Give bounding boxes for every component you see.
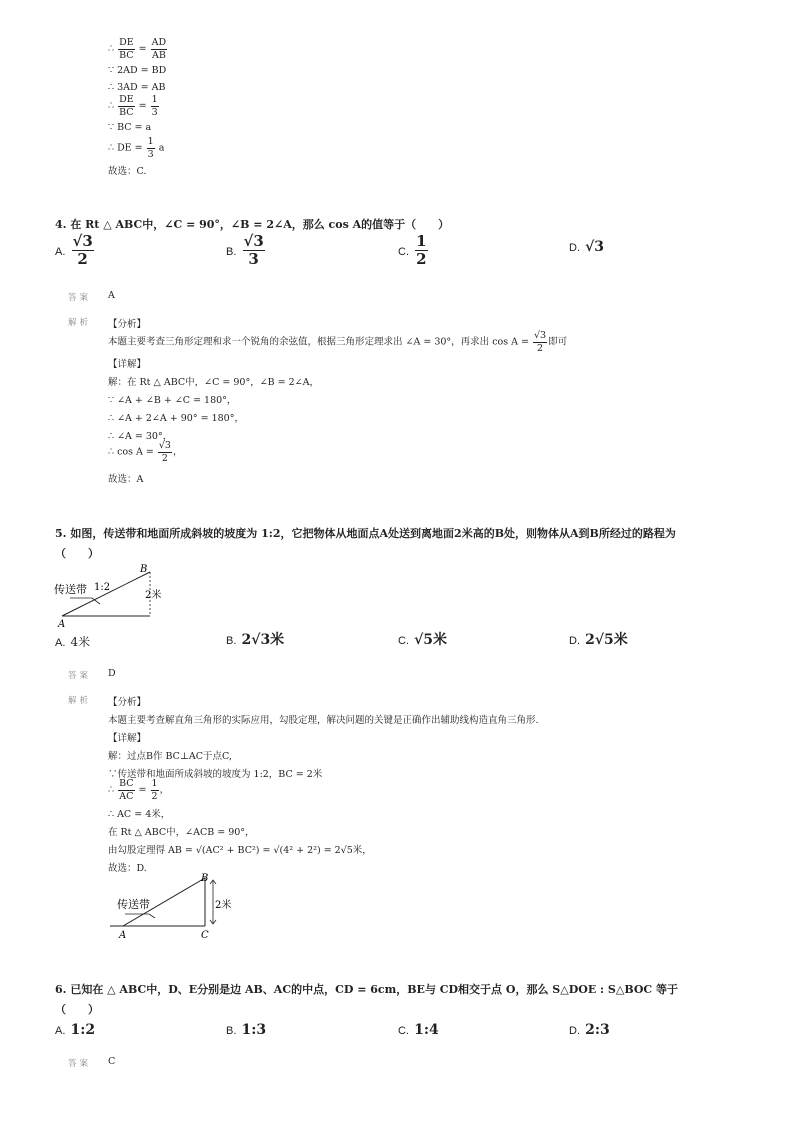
q5-option-b[interactable]: B. 2√3米 bbox=[226, 632, 285, 648]
q4-analysis-8: ∴ cos A = $\frac{√3}{2}$ ， bbox=[108, 440, 183, 464]
q4-analysis-label: 解析 bbox=[68, 317, 92, 327]
prev-line-3: ∴ 3AD = AB bbox=[108, 82, 166, 93]
q4-option-b[interactable]: B. $\frac{√3}{3}$ bbox=[226, 232, 264, 268]
fraction: $\frac{DE}{BC}$ bbox=[119, 94, 134, 118]
fraction: $\frac{1}{3}$ bbox=[147, 136, 154, 160]
q6-stem-line-1: 6. 已知在 △ ABC中，D、E分别是边 AB、AC的中点，CD = 6cm，BE与 CD相交于点 O，那么 S△DOE : S△BOC 等于 bbox=[55, 983, 679, 996]
prev-line-6: ∴ DE = $\frac{1}{3}$ a bbox=[108, 136, 165, 160]
fraction: $\frac{BC}{AC}$ bbox=[119, 778, 134, 802]
fig1-height-label: 2米 bbox=[145, 590, 162, 601]
fraction: $\frac{1}{2}$ bbox=[151, 778, 158, 802]
fraction: $\frac{DE}{BC}$ bbox=[119, 37, 134, 61]
q5-option-a[interactable]: A. 4米 bbox=[55, 635, 91, 649]
q5-stem-line-1: 5. 如图，传送带和地面所成斜坡的坡度为 1:2，它把物体从地面点A处送到离地面2米高的B处，则物体从A到B所经过的路程为 bbox=[55, 527, 676, 540]
prev-line-4: ∴ $\frac{DE}{BC}$ = $\frac{1}{3}$ bbox=[108, 94, 158, 118]
q5-answer-label: 答案 bbox=[68, 670, 92, 680]
q4-analysis-1: 【分析】 bbox=[108, 319, 147, 330]
fig1-point-a: A bbox=[58, 619, 66, 628]
prev-line-5: ∵ BC = a bbox=[108, 122, 152, 133]
q5-analysis-1: 【分析】 bbox=[108, 697, 147, 708]
fraction: $\frac{√3}{2}$ bbox=[534, 330, 547, 354]
q4-analysis-5: ∵ ∠A + ∠B + ∠C = 180°， bbox=[108, 395, 237, 406]
fraction: $\frac{√3}{2}$ bbox=[72, 232, 93, 268]
fig1-belt-label: 传送带 bbox=[54, 583, 87, 596]
q4-answer-label: 答案 bbox=[68, 292, 92, 302]
q4-analysis-2: 本题主要考查三角形定理和求一个锐角的余弦值，根据三角形定理求出 ∠A = 30°，再求出 cos A = $\frac{√3}{2}$ 即可 bbox=[108, 330, 568, 354]
q5-option-d[interactable]: D. 2√5米 bbox=[569, 632, 628, 648]
q5-option-c[interactable]: C. √5米 bbox=[398, 632, 448, 648]
q5-figure-conveyor bbox=[50, 560, 180, 628]
q6-stem-line-2: （ ） bbox=[55, 1003, 99, 1016]
q6-option-d[interactable]: D. 2:3 bbox=[569, 1022, 610, 1038]
q4-stem: 4. 在 Rt △ ABC中，∠C = 90°，∠B = 2∠A，那么 cos A的值等于（ ） bbox=[55, 218, 450, 231]
q6-option-b[interactable]: B. 1:3 bbox=[226, 1022, 267, 1038]
q4-analysis-4: 解：在 Rt △ ABC中，∠C = 90°，∠B = 2∠A， bbox=[108, 377, 319, 388]
q5-figure-solution bbox=[105, 870, 235, 942]
q5-analysis-6: ∴ $\frac{BC}{AC}$ = $\frac{1}{2}$ ， bbox=[108, 778, 170, 802]
q4-option-a[interactable]: A. $\frac{√3}{2}$ bbox=[55, 232, 93, 268]
q5-analysis-2: 本题主要考查解直角三角形的实际应用，勾股定理，解决问题的关键是正确作出辅助线构造直角三角形. bbox=[108, 715, 539, 726]
fraction: $\frac{1}{3}$ bbox=[151, 94, 158, 118]
q6-answer-label: 答案 bbox=[68, 1058, 92, 1068]
q4-analysis-6: ∴ ∠A + 2∠A + 90° = 180°， bbox=[108, 413, 244, 424]
q4-analysis-3: 【详解】 bbox=[108, 359, 147, 370]
prev-line-1: ∴ $\frac{DE}{BC}$ = $\frac{AD}{AB}$ bbox=[108, 37, 167, 61]
q4-option-c[interactable]: C. $\frac{1}{2}$ bbox=[398, 232, 427, 268]
fig2-belt-label: 传送带 bbox=[117, 898, 150, 911]
q5-analysis-7: ∴ AC = 4米， bbox=[108, 809, 171, 820]
q4-analysis-9: 故选：A bbox=[108, 474, 144, 485]
q4-answer: A bbox=[108, 290, 115, 301]
fig2-point-a: A bbox=[119, 930, 127, 941]
fraction: $\frac{√3}{2}$ bbox=[158, 440, 171, 464]
q6-option-c[interactable]: C. 1:4 bbox=[398, 1022, 439, 1038]
q5-analysis-3: 【详解】 bbox=[108, 733, 147, 744]
prev-line-2: ∵ 2AD = BD bbox=[108, 65, 167, 76]
q4-analysis-7: ∴ ∠A = 30°， bbox=[108, 431, 173, 442]
q5-answer: D bbox=[108, 668, 116, 679]
prev-choose: 故选：C. bbox=[108, 166, 147, 177]
q5-analysis-9: 由勾股定理得 AB = √(AC² + BC²) = √(4² + 2²) = 2√5米， bbox=[108, 845, 372, 856]
q6-answer: C bbox=[108, 1056, 116, 1067]
fig2-point-c: C bbox=[201, 930, 209, 941]
fig1-point-b: B bbox=[140, 564, 148, 575]
fraction: $\frac{AD}{AB}$ bbox=[151, 37, 167, 61]
q5-analysis-10: 故选：D. bbox=[108, 863, 147, 874]
fig2-point-b: B bbox=[201, 873, 209, 884]
q5-analysis-label: 解析 bbox=[68, 695, 92, 705]
fraction: $\frac{1}{2}$ bbox=[416, 232, 427, 268]
fig2-height-label: 2米 bbox=[215, 900, 232, 911]
q5-analysis-5: ∵传送带和地面所成斜坡的坡度为 1:2，BC = 2米 bbox=[108, 769, 323, 780]
q4-option-d[interactable]: D. √3 bbox=[569, 239, 605, 255]
fraction: $\frac{√3}{3}$ bbox=[243, 232, 264, 268]
q5-analysis-8: 在 Rt △ ABC中，∠ACB = 90°， bbox=[108, 827, 255, 838]
q5-analysis-4: 解：过点B作 BC⊥AC于点C, bbox=[108, 751, 232, 762]
q5-stem-line-2: （ ） bbox=[55, 547, 99, 560]
fig1-ratio-label: 1:2 bbox=[94, 582, 111, 593]
q6-option-a[interactable]: A. 1:2 bbox=[55, 1022, 96, 1038]
